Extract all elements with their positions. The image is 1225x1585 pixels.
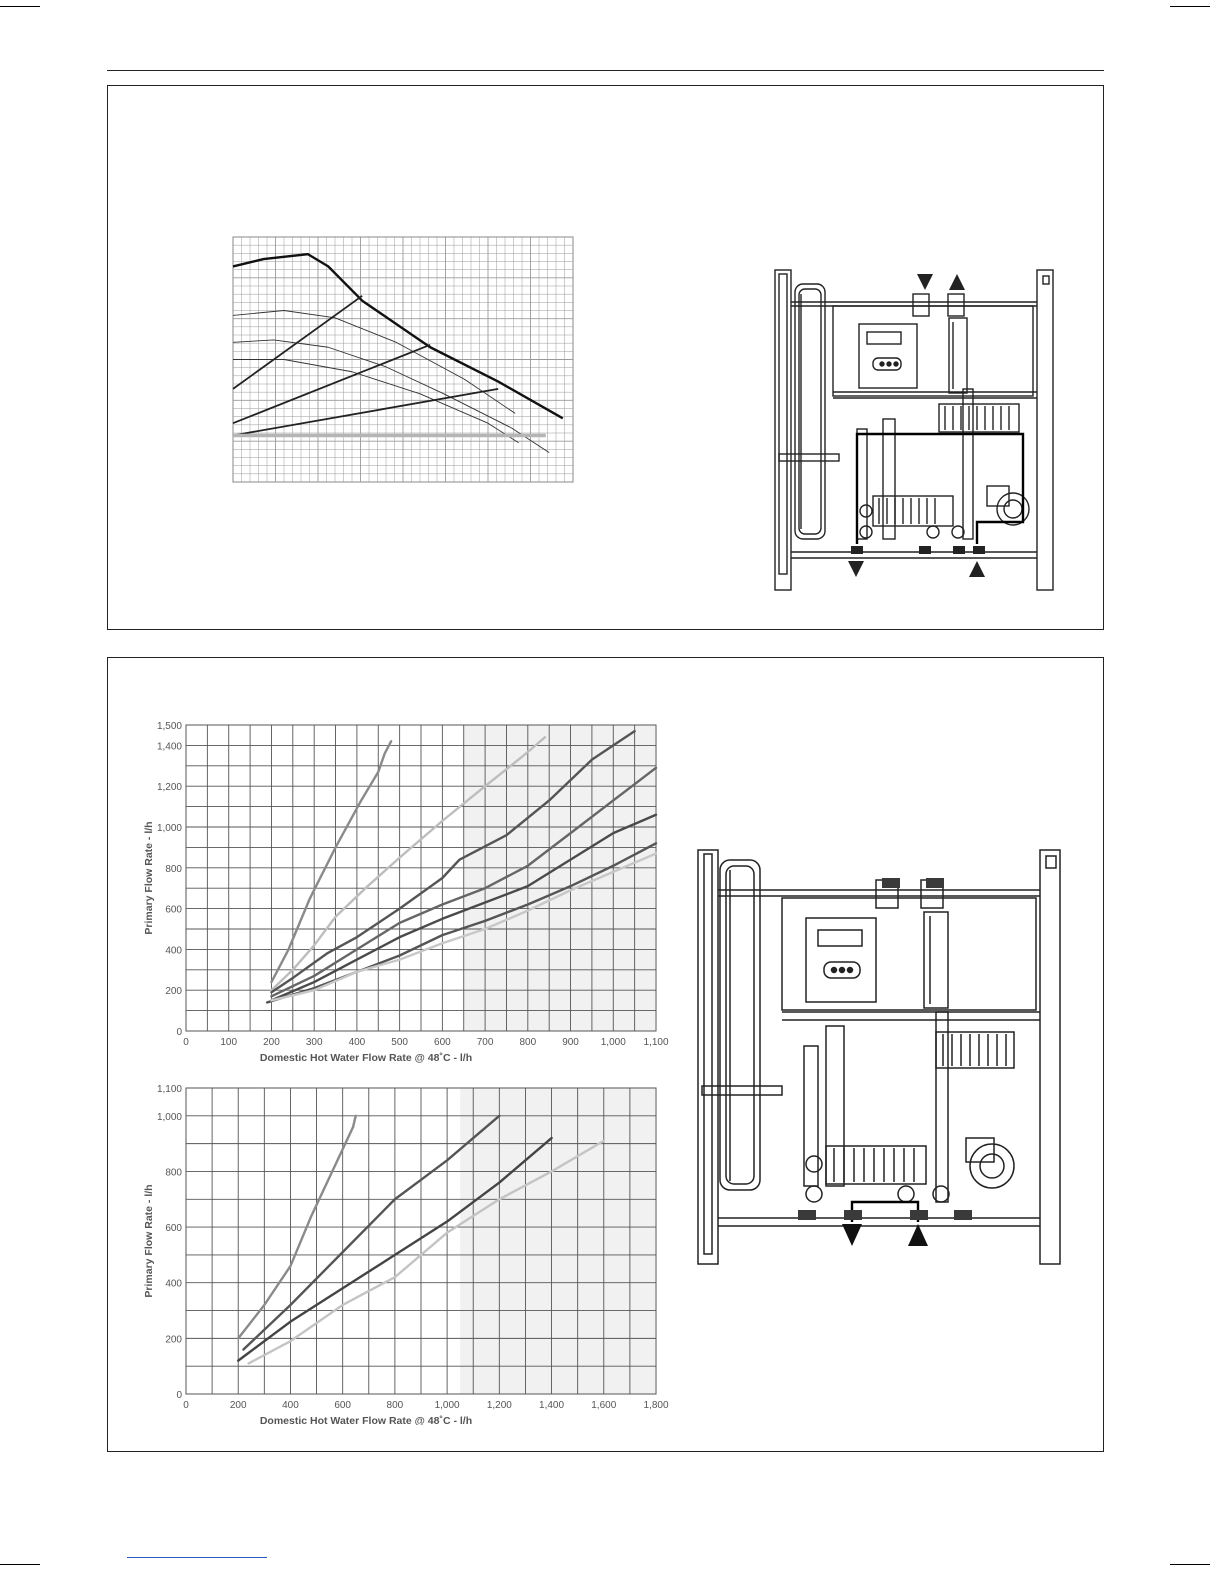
unit-diagram-small [773, 264, 1063, 594]
flow-up-arrow-icon [969, 561, 985, 577]
heat-exchanger-upper [939, 404, 1019, 432]
x-tick-label: 500 [391, 1037, 408, 1048]
y-axis-label: Primary Flow Rate - l/h [143, 821, 155, 935]
x-tick-label: 0 [183, 1400, 189, 1411]
crop-mark [1170, 6, 1210, 7]
x-axis-label: Domestic Hot Water Flow Rate @ 48˚C - l/h [259, 1052, 473, 1064]
figure-panel-pump-curve [107, 85, 1104, 630]
flow-down-arrow-icon [917, 274, 933, 290]
y-tick-label: 1,000 [156, 823, 182, 834]
x-tick-label: 1,800 [643, 1400, 669, 1411]
controller-box [859, 324, 917, 388]
flow-rate-chart-lower [138, 1080, 703, 1425]
flow-rate-chart-upper [138, 713, 703, 1093]
y-tick-label: 0 [176, 1027, 182, 1038]
y-tick-label: 800 [165, 863, 182, 875]
y-tick-label: 1,200 [156, 782, 182, 794]
y-tick-label: 400 [165, 945, 182, 957]
y-tick-label: 1,400 [156, 741, 182, 753]
frame-right-post [1040, 850, 1060, 1264]
x-tick-label: 1,000 [434, 1400, 460, 1411]
x-tick-label: 1,100 [643, 1037, 669, 1048]
flow-down-arrow-icon [842, 1224, 862, 1246]
y-tick-label: 200 [165, 1334, 182, 1346]
frame-left-post [775, 270, 791, 590]
header-rule [107, 70, 1104, 71]
x-tick-label: 900 [562, 1037, 579, 1048]
frame-right-post [1037, 270, 1053, 590]
x-tick-label: 1,000 [600, 1037, 626, 1048]
y-tick-label: 0 [176, 1390, 182, 1401]
y-tick-label: 1,000 [156, 1111, 182, 1123]
x-axis-label: Domestic Hot Water Flow Rate @ 48˚C - l/h [259, 1415, 473, 1425]
x-tick-label: 1,400 [539, 1400, 565, 1411]
heat-exchanger-lower [873, 496, 953, 526]
y-tick-label: 1,500 [156, 721, 182, 732]
x-tick-label: 200 [263, 1037, 280, 1048]
x-tick-label: 300 [305, 1037, 323, 1048]
y-axis-label: Primary Flow Rate - l/h [143, 1184, 155, 1298]
x-tick-label: 600 [334, 1400, 352, 1411]
x-tick-label: 200 [229, 1400, 247, 1411]
crop-mark [0, 1564, 40, 1565]
y-tick-label: 1,100 [156, 1084, 182, 1095]
footer-link-underline[interactable] [127, 1557, 267, 1558]
x-tick-label: 700 [476, 1037, 494, 1048]
flow-up-arrow-icon [908, 1224, 928, 1246]
pump-performance-chart [231, 235, 576, 485]
crop-mark [1170, 1564, 1210, 1565]
x-tick-label: 600 [434, 1037, 451, 1048]
unit-diagram-large [696, 846, 1066, 1266]
x-tick-label: 0 [183, 1037, 189, 1048]
frame-left-post [698, 850, 718, 1264]
x-tick-label: 100 [220, 1037, 238, 1048]
flow-down-arrow-icon [848, 561, 864, 577]
crop-mark [0, 6, 40, 7]
figure-panel-flow-rates [107, 657, 1104, 1452]
y-tick-label: 600 [165, 1223, 182, 1235]
vertical-pipe [924, 912, 948, 1008]
x-tick-label: 400 [282, 1400, 299, 1411]
x-tick-label: 400 [348, 1037, 366, 1048]
shaded-region [464, 725, 656, 1031]
heat-exchanger-lower [826, 1146, 926, 1184]
x-tick-label: 800 [519, 1037, 537, 1048]
x-tick-label: 1,600 [591, 1400, 617, 1411]
x-tick-label: 800 [386, 1400, 404, 1411]
y-tick-label: 800 [165, 1167, 182, 1179]
y-tick-label: 400 [165, 1278, 182, 1290]
pump-body [970, 1144, 1014, 1188]
vertical-pipe [949, 318, 967, 393]
y-tick-label: 200 [165, 986, 182, 998]
y-tick-label: 600 [165, 904, 182, 916]
flow-up-arrow-icon [949, 274, 965, 290]
x-tick-label: 1,200 [486, 1400, 512, 1411]
shaded-region [460, 1088, 656, 1394]
